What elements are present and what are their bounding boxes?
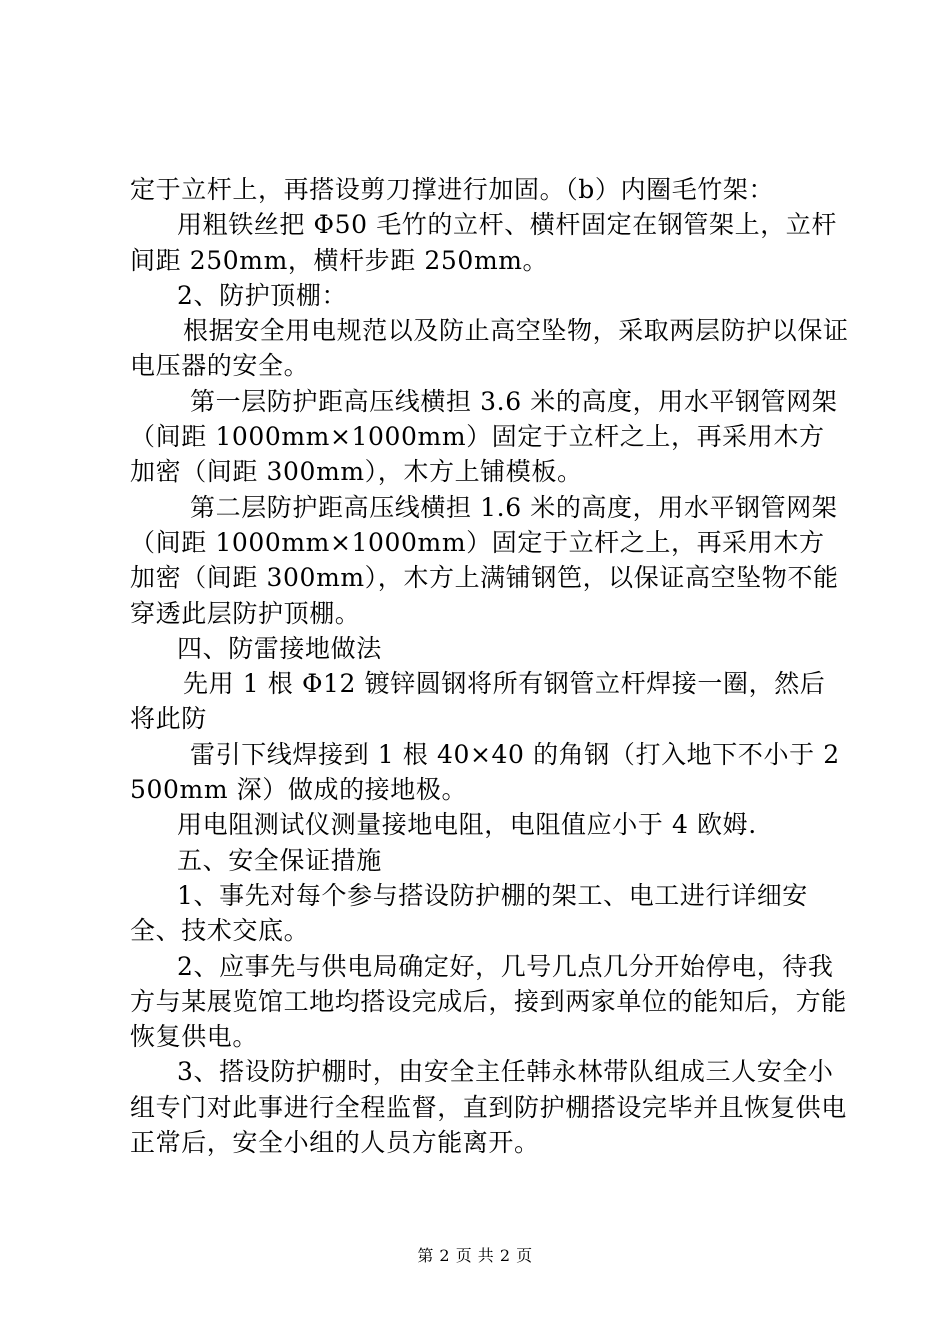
section-heading-safety: 五、安全保证措施: [177, 845, 382, 875]
paragraph-12: 3、搭设防护棚时，由安全主任韩永林带队组成三人安全小组专门对此事进行全程监督，直到防护棚搭设完毕并且恢复供电正常后，安全小组的人员方能离开。: [130, 1057, 847, 1158]
document-body: [130, 172, 850, 1160]
paragraph-11: 2、应事先与供电局确定好，几号几点几分开始停电，待我方与某展览馆工地均搭设完成后，接到两家单位的能知后，方能恢复供电。: [130, 951, 847, 1052]
section-heading-lightning: 四、防雷接地做法: [177, 633, 382, 663]
paragraph-5: 第一层防护距高压线横担 3.6 米的高度，用水平钢管网架（间距 1000mm×1000mm）固定于立杆之上，再采用木方加密（间距 300mm），木方上铺模板。: [130, 386, 838, 487]
paragraph-6: 第二层防护距高压线横担 1.6 米的高度，用水平钢管网架（间距 1000mm×1000mm）固定于立杆之上，再采用木方加密（间距 300mm），木方上满铺钢笆，以保证高空坠物不能穿透此层防护顶棚。: [130, 492, 839, 628]
paragraph-1: 定于立杆上，再搭设剪刀撑进行加固。（b）内圈毛竹架：: [130, 175, 775, 204]
paragraph-10: 1、事先对每个参与搭设防护棚的架工、电工进行详细安全、技术交底。: [130, 880, 808, 946]
paragraph-9: 用电阻测试仪测量接地电阻，电阻值应小于 4 欧姆.: [177, 810, 757, 840]
paragraph-8: 雷引下线焊接到 1 根 40×40 的角钢（打入地下不小于 2500mm 深）做成的接地极。: [130, 739, 840, 805]
paragraph-7: 先用 1 根 Φ12 镀锌圆钢将所有钢管立杆焊接一圈，然后将此防: [130, 669, 826, 734]
page-footer: 第 2 页 共 2 页: [417, 1246, 533, 1265]
paragraph-2: 用粗铁丝把 Φ50 毛竹的立杆、横杆固定在钢管架上，立杆间距 250mm，横杆步距 250mm。: [130, 210, 838, 275]
paragraph-3: 2、防护顶棚：: [177, 280, 348, 310]
paragraph-4: 根据安全用电规范以及防止高空坠物，采取两层防护以保证电压器的安全。: [130, 316, 849, 381]
